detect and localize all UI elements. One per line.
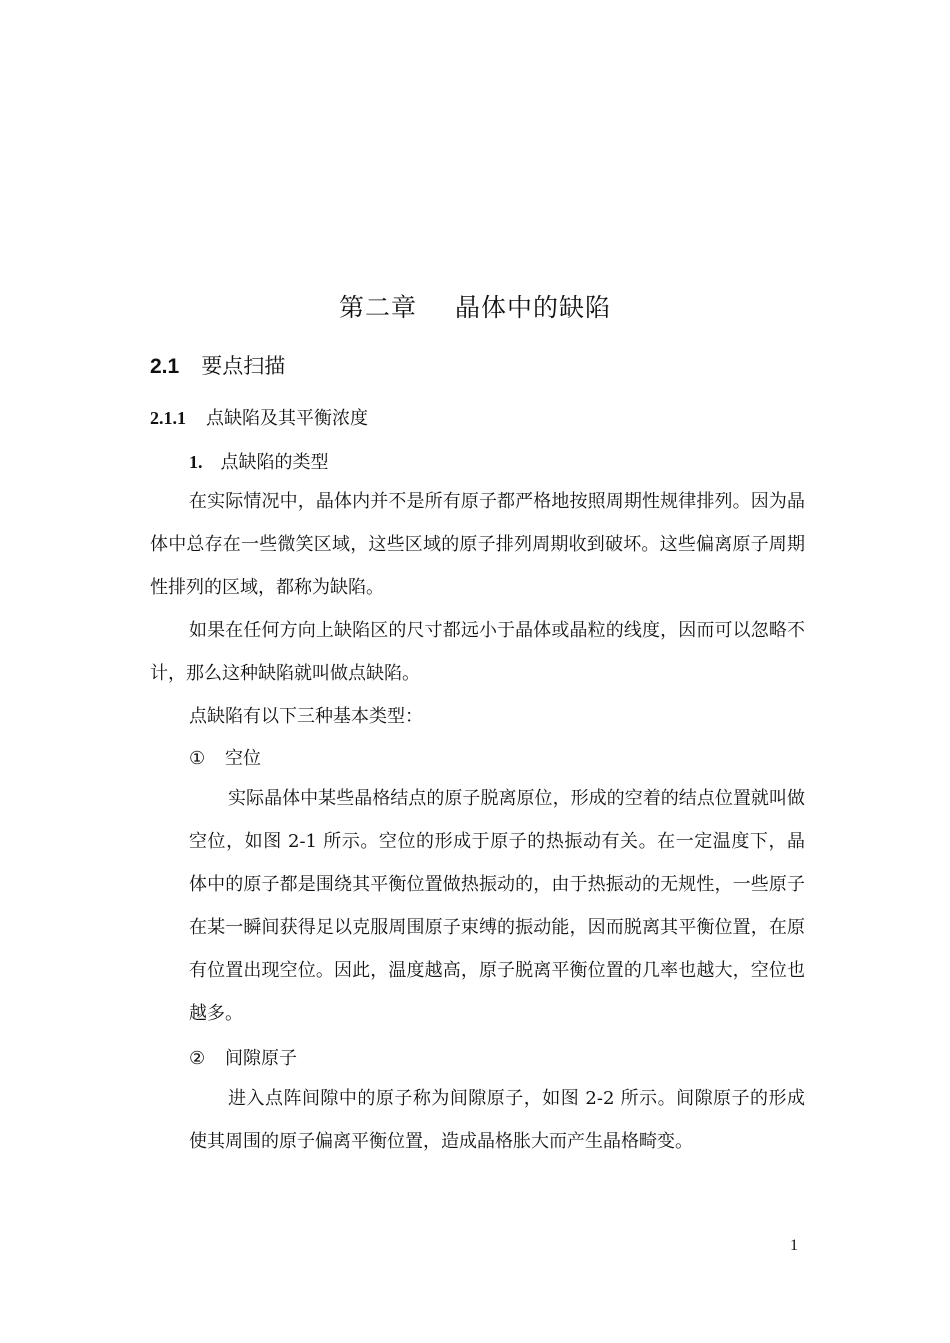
body-paragraph-3 [150, 695, 805, 738]
body-paragraph-1 [150, 480, 805, 609]
chapter-title: 晶体中的缺陷 [455, 293, 612, 322]
paragraph-text: 如果在任何方向上缺陷区的尺寸都远小于晶体或晶粒的线度，因而可以忽略不计，那么这种缺陷就叫做点缺陷。 [150, 620, 805, 684]
circled-number-1: ① [189, 748, 206, 769]
type-name: 空位 [225, 748, 261, 769]
type-description-vacancy [189, 777, 805, 1035]
paragraph-text: 进入点阵间隙中的原子称为间隙原子，如图 2-2 所示。间隙原子的形成使其周围的原子偏离平衡位置，造成晶格胀大而产生晶格畸变。 [189, 1088, 805, 1152]
body-paragraph-2 [150, 609, 805, 695]
type-heading-vacancy [189, 744, 261, 770]
type-description-interstitial [189, 1077, 805, 1163]
type-heading-interstitial [189, 1044, 297, 1070]
section-title: 要点扫描 [201, 354, 286, 378]
circled-number-2: ② [189, 1048, 206, 1069]
paragraph-text: 在实际情况中，晶体内并不是所有原子都严格地按照周期性规律排列。因为晶体中总存在一些微笑区域，这些区域的原子排列周期收到破坏。这些偏离原子周期性排列的区域，都称为缺陷。 [150, 491, 805, 598]
subsection-number: 2.1.1 [150, 408, 186, 428]
page-number: 1 [790, 1237, 798, 1254]
type-name: 间隙原子 [225, 1048, 297, 1069]
paragraph-text: 实际晶体中某些晶格结点的原子脱离原位，形成的空着的结点位置就叫做空位，如图 2-1 所示。空位的形成于原子的热振动有关。在一定温度下，晶体中的原子都是围绕其平衡位置做热振动的，由于热振动的无规性，一些原子在某一瞬间获得足以克服周围原子束缚的振动能，因而脱离其平衡位置，在原有位置出现空位。因此，温度越高，原子脱离平衡位置的几率也越大，空位也越多。 [189, 788, 805, 1024]
item-heading [189, 448, 329, 474]
chapter-heading [0, 288, 950, 324]
subsection-title: 点缺陷及其平衡浓度 [206, 408, 368, 429]
subsection-heading [150, 404, 368, 430]
chapter-number: 第二章 [338, 293, 417, 322]
paragraph-text: 点缺陷有以下三种基本类型： [189, 706, 423, 727]
section-number: 2.1 [150, 355, 180, 378]
section-heading [150, 350, 285, 380]
item-number: 1. [189, 452, 203, 472]
item-title: 点缺陷的类型 [220, 452, 329, 473]
